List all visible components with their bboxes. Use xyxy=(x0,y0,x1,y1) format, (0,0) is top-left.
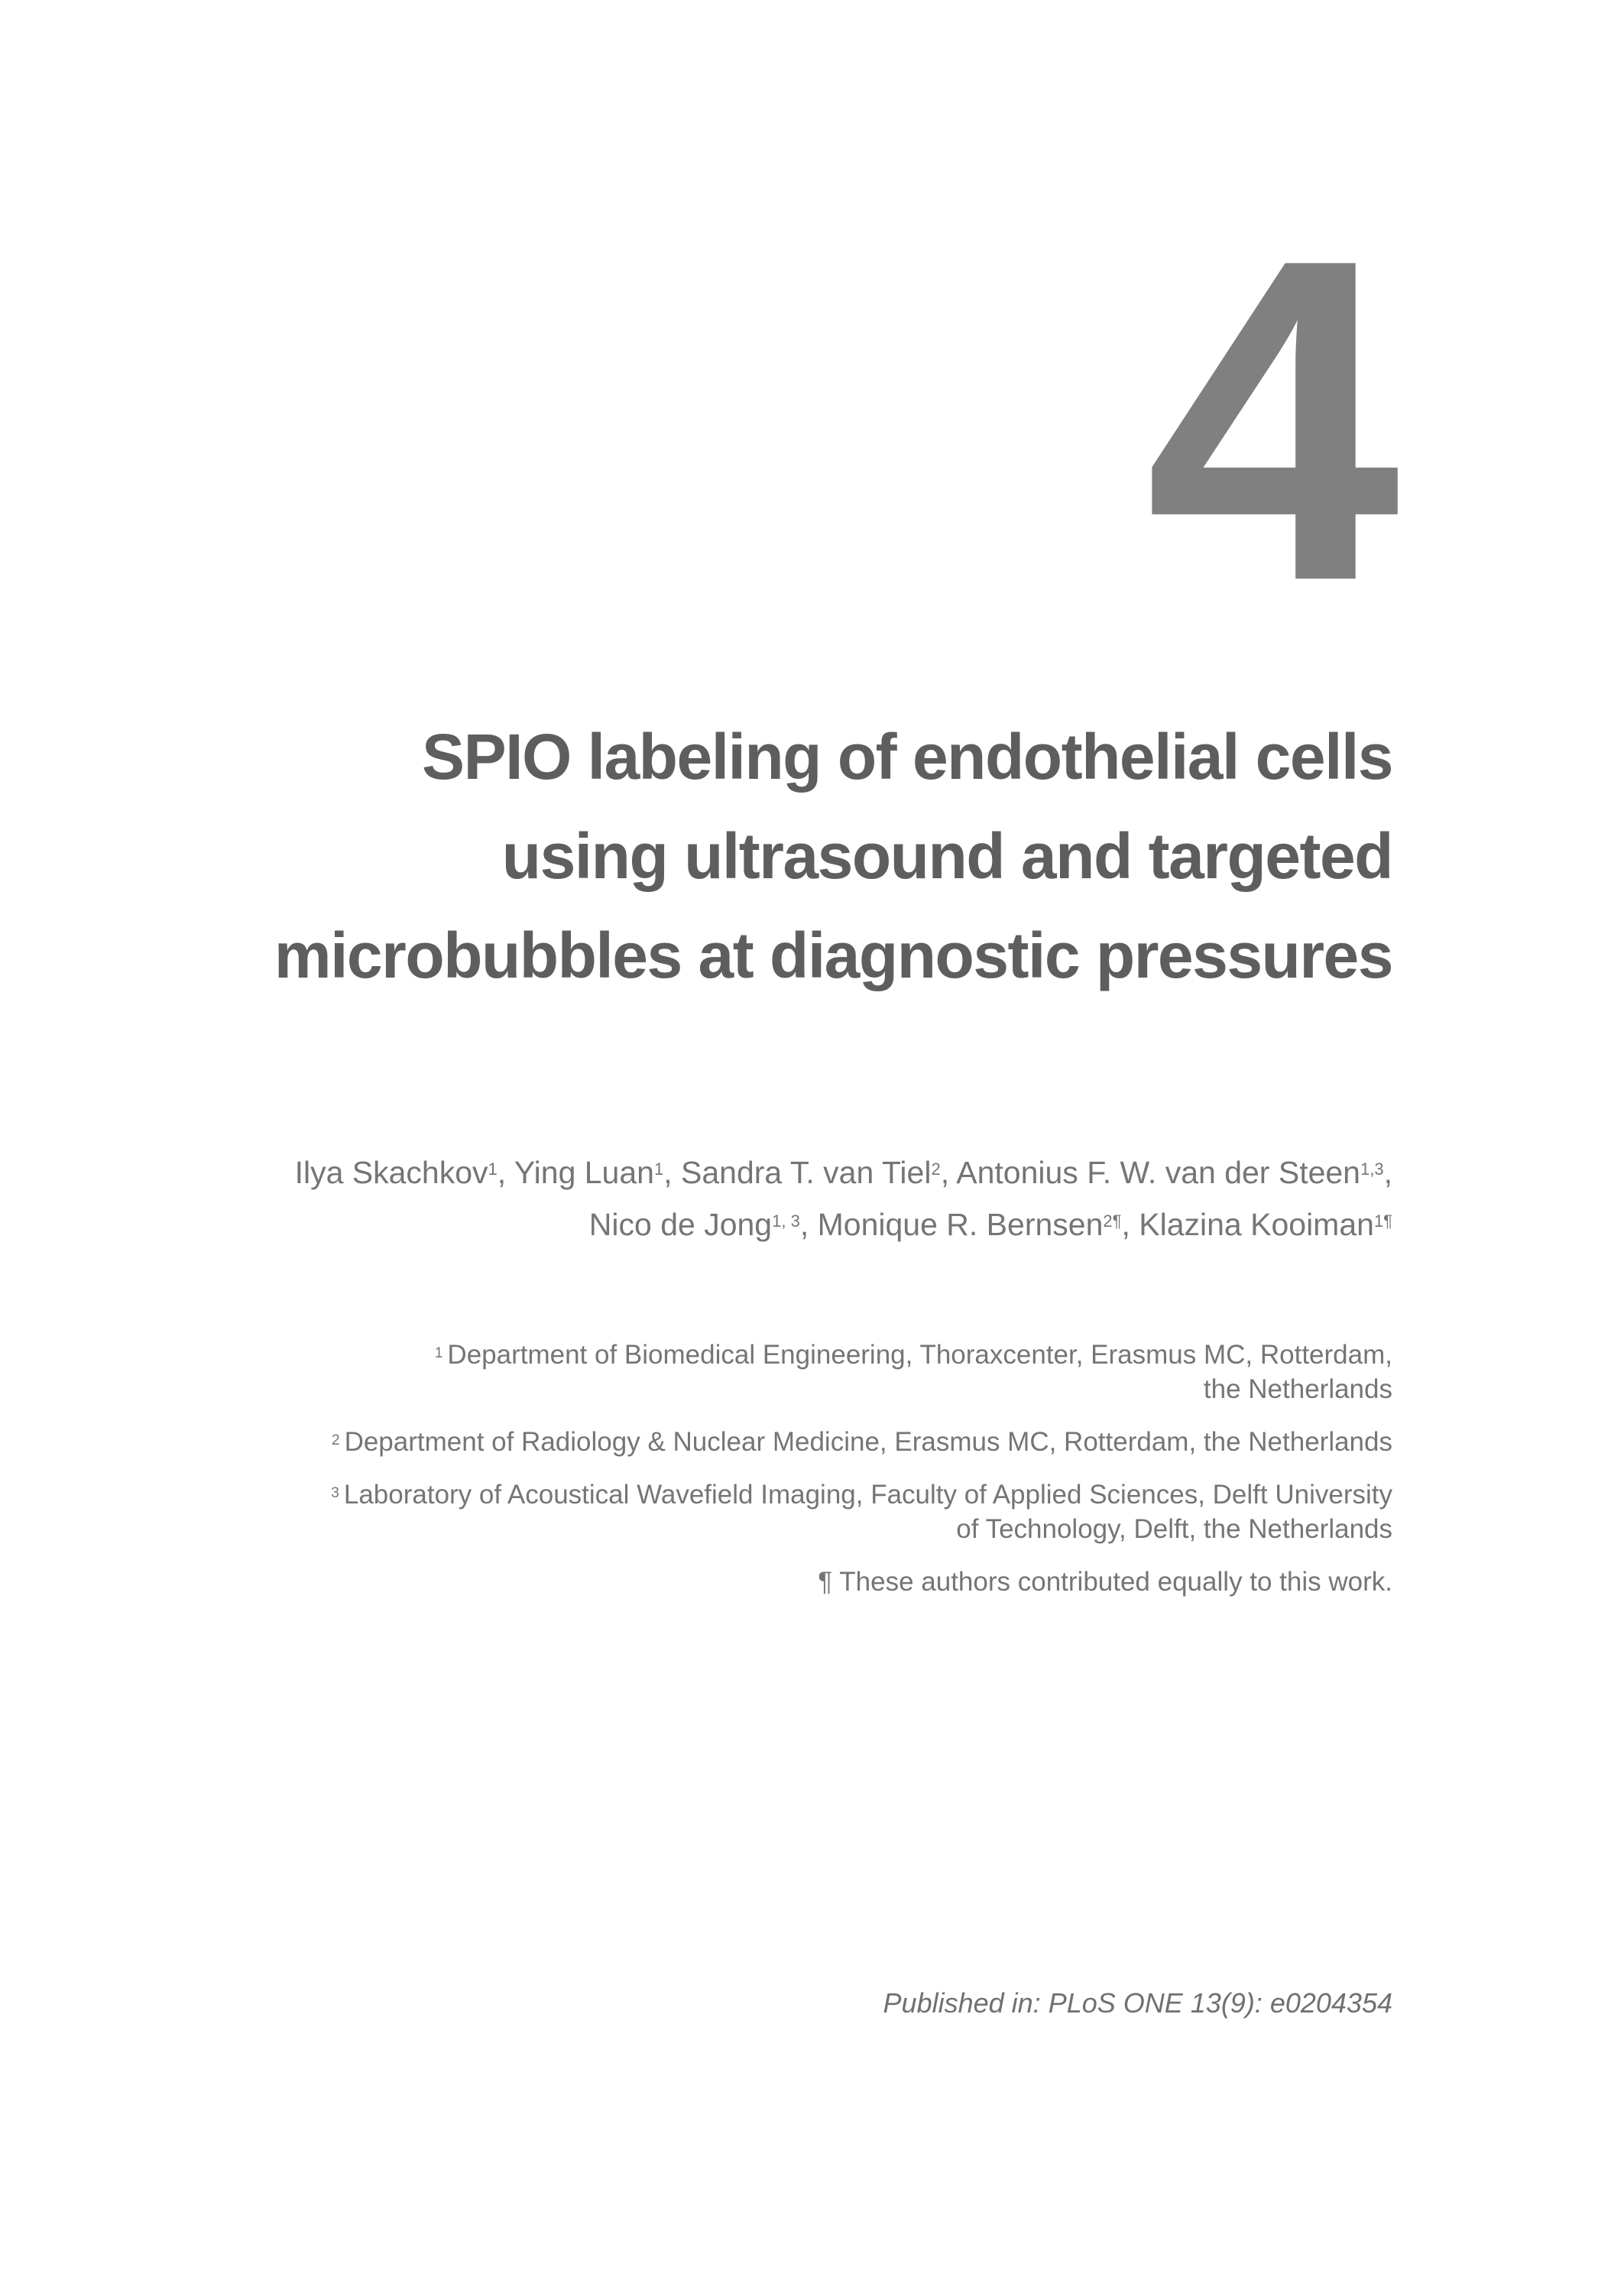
author-separator: , xyxy=(663,1155,682,1190)
author-affiliation-mark: 1¶ xyxy=(1373,1211,1392,1231)
author-affiliation-mark: 1, 3 xyxy=(772,1211,800,1231)
publication-note: Published in: PLoS ONE 13(9): e0204354 xyxy=(883,1987,1392,2019)
author-line xyxy=(93,1198,1392,1250)
author-name: Ilya Skachkov xyxy=(294,1155,488,1190)
title-line: microbubbles at diagnostic pressures xyxy=(274,919,1392,991)
affiliation-text: Department of Radiology & Nuclear Medicine, Erasmus MC, Rotterdam, the Netherlands xyxy=(344,1427,1392,1457)
author-affiliation-mark: 1,3 xyxy=(1360,1159,1384,1179)
affiliation-line: ¶ These authors contributed equally to this work. xyxy=(818,1567,1392,1597)
affiliation-number: 3 xyxy=(331,1485,339,1501)
author-affiliation-mark: 2 xyxy=(931,1159,941,1179)
author-affiliation-mark: 1 xyxy=(653,1159,664,1179)
affiliation-text: Department of Biomedical Engineering, Thoraxcenter, Erasmus MC, Rotterdam, xyxy=(447,1340,1392,1370)
author-separator: , xyxy=(1121,1207,1139,1242)
chapter-number: 4 xyxy=(1145,164,1392,676)
author-separator: , xyxy=(799,1207,818,1242)
affiliation-entry xyxy=(93,1477,1392,1546)
equal-contribution-note xyxy=(93,1565,1392,1599)
author-name: Klazina Kooiman xyxy=(1139,1207,1374,1242)
author-name: Ying Luan xyxy=(514,1155,654,1190)
affiliation-number: 1 xyxy=(434,1345,443,1361)
author-affiliation-mark: 1 xyxy=(488,1159,498,1179)
title-line: using ultrasound and targeted xyxy=(501,820,1392,892)
author-list xyxy=(93,1146,1392,1250)
paper-title xyxy=(170,707,1392,1005)
affiliation-list xyxy=(93,1338,1392,1617)
author-separator: , xyxy=(940,1155,957,1190)
affiliation-line xyxy=(93,1338,1392,1372)
author-affiliation-mark: 2¶ xyxy=(1103,1211,1122,1231)
author-name: Monique R. Bernsen xyxy=(817,1207,1104,1242)
affiliation-entry xyxy=(93,1338,1392,1406)
affiliation-line: of Technology, Delft, the Netherlands xyxy=(956,1514,1392,1544)
author-name: Sandra T. van Tiel xyxy=(681,1155,932,1190)
affiliation-line xyxy=(93,1477,1392,1512)
affiliation-line: the Netherlands xyxy=(1203,1374,1392,1404)
author-separator: , xyxy=(1383,1155,1392,1190)
author-name: Nico de Jong xyxy=(588,1207,773,1242)
title-line: SPIO labeling of endothelial cells xyxy=(422,721,1392,793)
affiliation-text: Laboratory of Acoustical Wavefield Imaging, Faculty of Applied Sciences, Delft University xyxy=(343,1480,1392,1510)
affiliation-entry xyxy=(93,1425,1392,1459)
author-line xyxy=(93,1146,1392,1198)
author-name: Antonius F. W. van der Steen xyxy=(956,1155,1360,1190)
affiliation-line xyxy=(93,1425,1392,1459)
affiliation-number: 2 xyxy=(331,1432,340,1448)
author-separator: , xyxy=(497,1155,514,1190)
